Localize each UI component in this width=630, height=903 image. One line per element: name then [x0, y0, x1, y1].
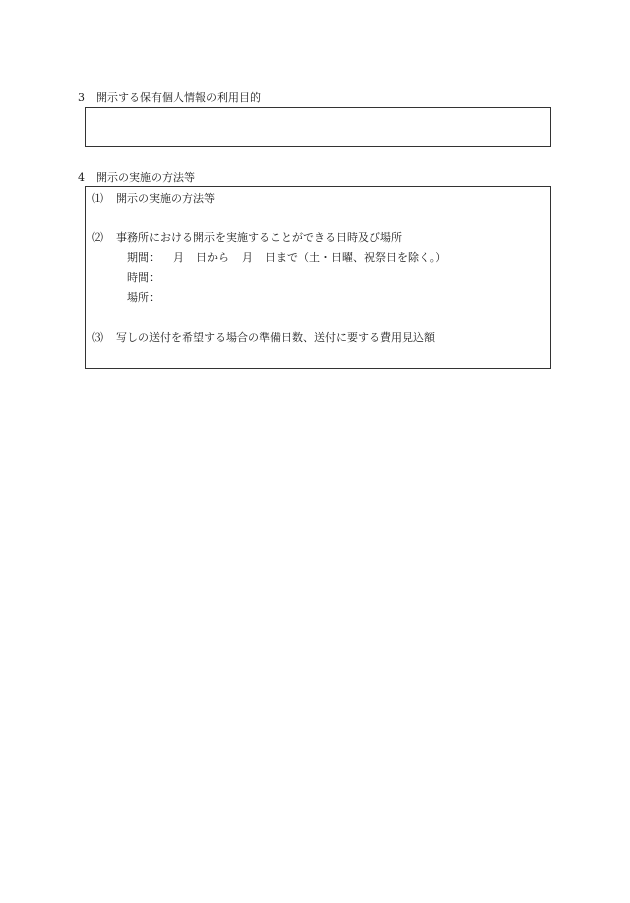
- section4-method-box: [85, 186, 551, 369]
- item2: [92, 231, 402, 245]
- item2-time-row: [127, 271, 160, 285]
- item1-number: ⑴: [92, 192, 103, 205]
- item2-period-row: [127, 251, 446, 265]
- section4-number: 4: [78, 171, 85, 184]
- item3: [92, 331, 435, 345]
- section3-heading: [78, 91, 261, 105]
- item2-label: 事務所における開示を実施することができる日時及び場所: [116, 231, 402, 244]
- section3-purpose-box: [85, 107, 551, 147]
- item3-number: ⑶: [92, 331, 103, 344]
- period-month-to: 月: [242, 251, 253, 264]
- item1-label: 開示の実施の方法等: [116, 192, 215, 205]
- item2-number: ⑵: [92, 231, 103, 244]
- time-label: 時間：: [127, 271, 160, 284]
- item1: [92, 192, 215, 206]
- item2-place-row: [127, 291, 160, 305]
- section3-title: 開示する保有個人情報の利用目的: [96, 91, 261, 104]
- place-label: 場所：: [127, 291, 160, 304]
- period-label: 期間：: [127, 251, 160, 264]
- section4-heading: [78, 171, 195, 185]
- period-month-from: 月: [173, 251, 184, 264]
- period-day-from: 日から: [196, 251, 229, 264]
- item3-label: 写しの送付を希望する場合の準備日数、送付に要する費用見込額: [116, 331, 435, 344]
- period-day-to: 日まで（土・日曜、祝祭日を除く。）: [265, 251, 447, 264]
- section3-number: 3: [78, 91, 85, 104]
- section4-title: 開示の実施の方法等: [96, 171, 195, 184]
